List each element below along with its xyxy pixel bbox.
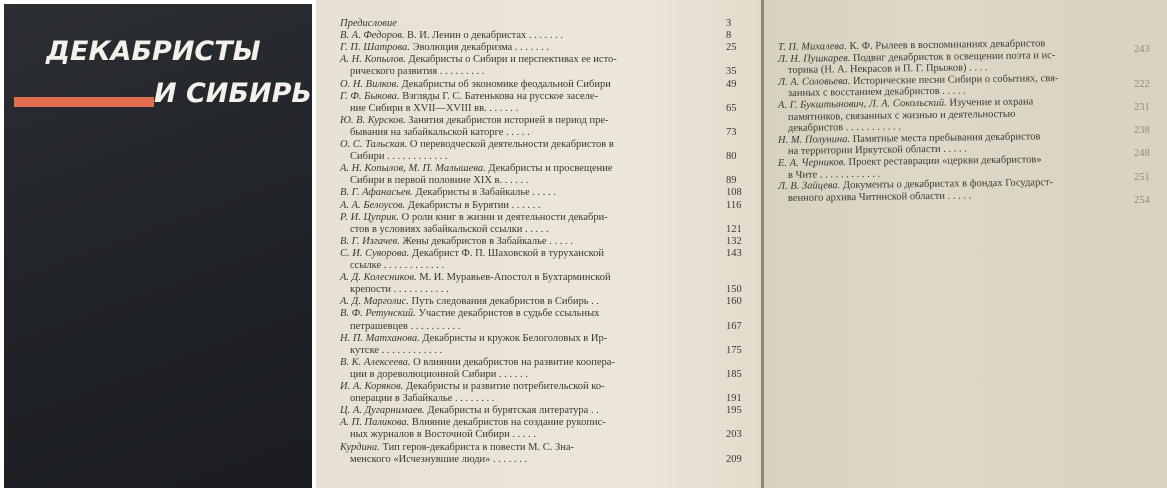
toc-title: менского «Исчезнувшие люди» . . . . . . . [350,453,528,465]
toc-entry [340,163,613,174]
toc-page-number: 150 [726,284,742,296]
toc-title: декабристов . . . . . . . . . . . [787,121,901,135]
toc-title: петрашевцев . . . . . . . . . . [350,320,461,332]
toc-title: Памятные места пребывания декабристов [852,131,1041,145]
toc-entry [350,454,527,465]
toc-title: М. И. Муравьев-Апостол в Бухтарминской [419,272,611,284]
toc-page-number: 132 [726,235,742,247]
toc-author: А. Н. Копылов, М. П. Малышева. [340,163,486,175]
toc-title: Жены декабристов в Забайкалье . . . . . [402,235,573,247]
toc-title: Проект реставрации «церкви декабристов» [848,154,1042,169]
toc-entry [350,260,444,271]
toc-title: Подвиг декабристок в освещении поэта и ис- [852,49,1056,64]
toc-page-number: 89 [726,175,737,187]
toc-title: Изучение и охрана [949,96,1034,109]
toc-entry [340,30,563,41]
toc-title: торика (Н. А. Некрасов и П. Г. Прыжов) . . . . [787,62,988,77]
toc-entry [350,66,484,77]
toc-entry [350,224,549,235]
toc-author: В. Г. Афанасьев. [340,187,413,199]
toc-title: Декабристы в Забайкалье . . . . . [415,187,556,199]
toc-author: Курдина. [340,441,380,453]
toc-title: венного архива Читинской области . . . . . [787,190,972,204]
toc-page-number: 25 [726,42,737,54]
toc-title: Влияние декабристов на создание рукопис- [411,417,606,429]
toc-author: А. Н. Копылов. [340,54,406,66]
toc-author: Л. В. Зайцева. [777,180,841,193]
toc-page-number: 248 [1134,148,1150,160]
toc-page-number: 3 [726,18,732,29]
book-cover [4,4,312,488]
toc-title: на территории Иркутской области . . . . . [787,143,967,158]
toc-page-number: 35 [726,66,737,78]
toc-page-number: 222 [1134,78,1150,90]
toc-entry [350,369,528,380]
toc-entry [340,212,608,223]
toc-author: Г. Ф. Быкова. [340,90,400,102]
toc-page-number: 108 [726,187,742,199]
toc-entry [350,103,518,114]
toc-title: О влиянии декабристов на развитие коопера- [413,356,615,368]
toc-author: Л. А. Соловьева. [777,75,851,88]
toc-page-number: 8 [726,30,732,42]
toc-author: А. Д. Колесников. [340,272,417,284]
toc-entry [340,18,397,29]
toc-title: в Чите . . . . . . . . . . . . [787,168,881,181]
toc-entry [340,236,573,247]
contents-page-middle [316,0,761,488]
toc-title: К. Ф. Рылеев в воспоминаниях декабристов [849,38,1046,53]
toc-entry [340,139,614,150]
toc-title: Декабрист Ф. П. Шаховской в туруханской [411,247,605,259]
toc-entry [350,345,442,356]
toc-author: Предисловие [340,18,397,29]
toc-page-number: 116 [726,199,742,211]
toc-page-number: 203 [726,429,742,441]
toc-title: Декабристы в Бурятии . . . . . . [407,199,541,211]
toc-page-number: 243 [1134,44,1150,55]
toc-title: Декабристы и развитие потребительской ко- [405,381,605,392]
cover-title-line1: ДЕКАБРИСТЫ [46,36,261,67]
toc-title: Исторические песни Сибири о событиях, свя- [852,72,1059,87]
toc-page-number: 160 [726,296,742,308]
toc-title: операции в Забайкалье . . . . . . . . [350,393,495,405]
toc-title: В. И. Ленин о декабристах . . . . . . . [407,30,564,42]
toc-entry [350,127,530,138]
toc-page-number: 251 [1134,171,1150,183]
toc-title: ние Сибири в XVII—XVIII вв. . . . . . . [350,102,519,114]
toc-page-number: 167 [726,320,742,332]
toc-page-number: 121 [726,223,742,235]
toc-author: О. С. Тальская. [340,139,408,150]
toc-entry [340,91,598,102]
toc-page-number: 209 [726,453,742,465]
toc-page-number: 65 [726,102,737,114]
toc-title: О переводческой деятельности декабристов в [409,139,614,150]
toc-author: Г. П. Шатрова. [340,42,410,54]
toc-title: занных с восстанием декабристов . . . . . [787,85,966,100]
toc-entry [788,108,1016,122]
toc-page-number: 73 [726,126,737,138]
toc-author: О. Н. Вилков. [340,78,399,90]
toc-title: кутске . . . . . . . . . . . . [350,344,443,356]
toc-title: ции в дореволюционной Сибири . . . . . . [350,368,528,380]
toc-title: рического развития . . . . . . . . . [350,66,485,78]
toc-title: О роли книг в жизни и деятельности декабри- [401,211,608,223]
toc-author: В. А. Федоров. [340,30,405,42]
toc-author: Р. И. Цуприк. [340,211,399,223]
toc-entry [340,417,606,428]
toc-title: памятников, связанных с жизнью и деятельностью [787,108,1016,123]
toc-page-number: 185 [726,368,742,380]
toc-entry [788,190,971,204]
toc-entry [788,122,901,135]
toc-author: Ю. В. Курсков. [340,114,406,126]
toc-page-number: 191 [726,393,742,405]
toc-entry [340,200,541,211]
toc-entry [340,405,599,416]
toc-page-number: 195 [726,405,742,417]
toc-title: стов в условиях забайкальской ссылки . . . . . [350,223,549,235]
toc-entry [350,321,460,332]
toc-author: А. Г. Букштынович, Л. А. Сокольский. [777,97,947,111]
toc-entry [340,248,604,259]
toc-page-number: 238 [1134,125,1150,137]
toc-title: Декабристы и кружок Белоголовых в Ир- [422,332,608,344]
cover-title-line2: И СИБИРЬ [154,78,312,109]
toc-page-number: 231 [1134,102,1150,113]
toc-entry [350,151,447,162]
toc-entry [340,296,599,307]
toc-entry [778,177,1053,192]
toc-author: А. П. Паликова. [340,417,410,429]
toc-author: В. Ф. Ретунский. [340,308,416,320]
toc-author: Е. А. Черников. [777,157,846,169]
toc-page-number: 175 [726,344,742,356]
toc-title: крепости . . . . . . . . . . . [350,284,449,296]
toc-page-number: 49 [726,78,737,90]
toc-entry [340,357,615,368]
toc-author: Л. Н. Пушкарев. [777,52,851,65]
toc-page-number: 254 [1134,194,1150,206]
toc-title: ных журналов в Восточной Сибири . . . . . [350,429,537,441]
toc-author: В. Г. Изгачев. [340,235,400,247]
toc-entry [340,79,611,90]
toc-author: Ц. А. Дугарнимаев. [340,405,425,417]
toc-title: Декабристы и бурятская литература . . [427,405,599,417]
toc-title: Путь следования декабристов в Сибирь . . [411,296,600,308]
toc-author: А. А. Белоусов. [340,199,406,211]
cover-accent-stripe [14,97,154,107]
toc-title: Сибири в первой половине XIX в. . . . . . [350,175,529,187]
toc-entry [350,284,449,295]
toc-title: ссылке . . . . . . . . . . . . [350,260,445,271]
toc-page-number: 143 [726,247,742,259]
toc-title: Эволюция декабризма . . . . . . . [412,42,550,54]
contents-page-right [764,0,1167,488]
toc-entry [340,381,605,392]
toc-title: Декабристы о Сибири и перспективах ее исто- [408,54,617,66]
toc-author: Т. П. Михалева. [777,41,847,53]
toc-title: Занятия декабристов историей в период пре- [408,114,609,126]
toc-entry [350,175,528,186]
toc-author: С. И. Суворова. [340,247,410,259]
toc-title: Сибири . . . . . . . . . . . . [350,151,448,163]
toc-entry [340,308,599,319]
toc-entry [778,154,1042,169]
toc-entry [340,115,609,126]
toc-entry [340,333,607,344]
toc-title: Взгляды Г. С. Батенькова на русское заселе- [402,90,599,102]
toc-entry [340,42,549,53]
toc-author: В. К. Алексеева. [340,356,411,368]
toc-title: Участие декабристов в судьбе ссыльных [418,308,600,320]
toc-entry [340,442,574,453]
toc-author: И. А. Коряков. [340,381,404,392]
toc-author: А. Д. Марголис. [340,296,409,308]
toc-title: Тип героя-декабриста в повести М. С. Зна- [382,441,575,453]
toc-entry [340,54,617,65]
toc-author: Н. П. Матханова. [340,332,420,344]
toc-title: Документы о декабристах в фондах Государст- [842,177,1054,192]
toc-title: Декабристы и просвещение [488,163,613,175]
toc-title: Декабристы об экономике феодальной Сибири [401,78,611,90]
toc-entry [340,187,556,198]
toc-entry [340,272,611,283]
toc-author: Н. М. Полунина. [777,133,851,146]
toc-entry [350,429,536,440]
toc-page-number: 80 [726,151,737,163]
toc-entry [350,393,494,404]
toc-title: бывания на забайкальской каторге . . . . . [350,126,530,138]
